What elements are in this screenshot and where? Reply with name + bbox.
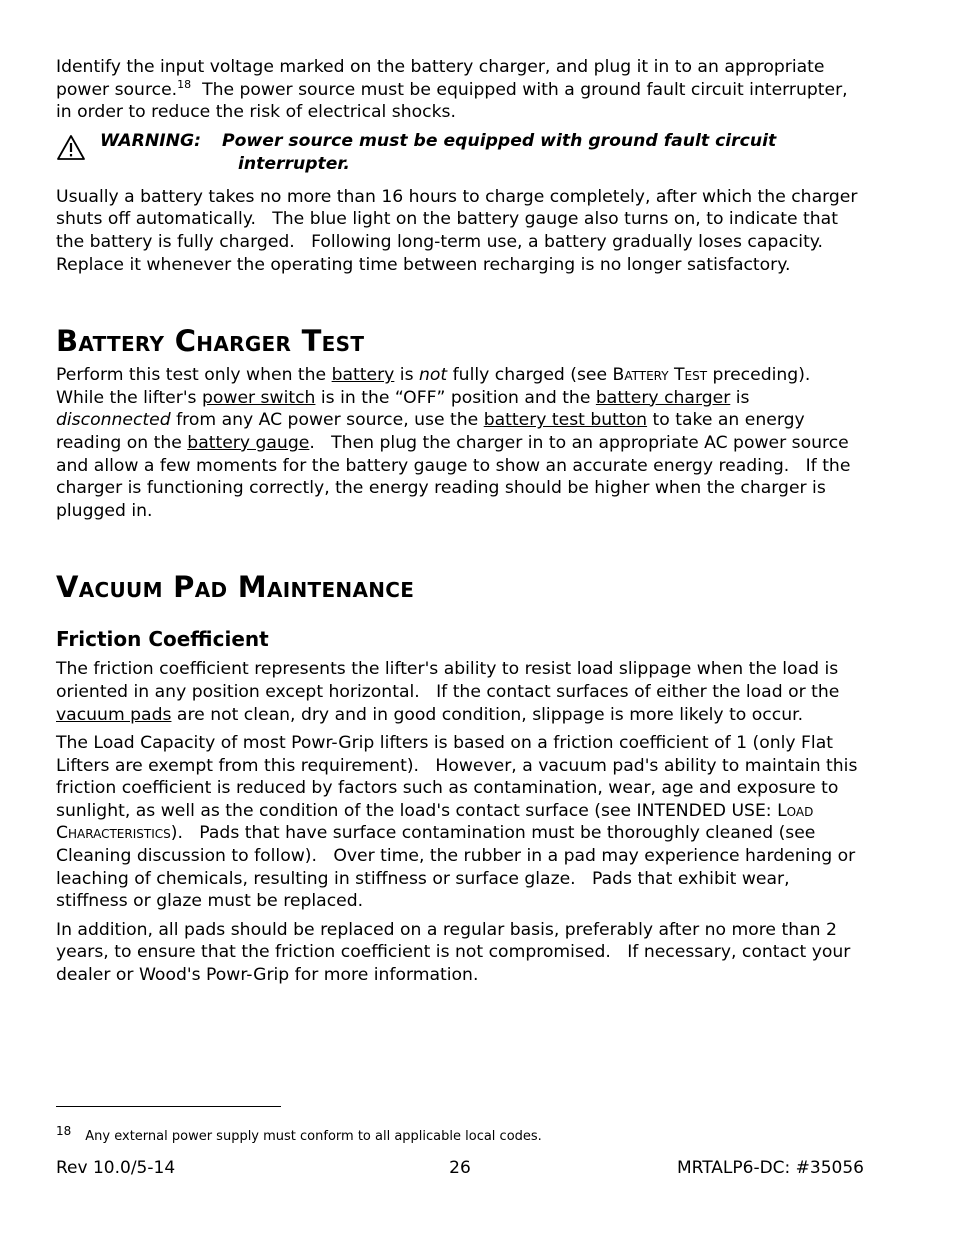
- battery-test-reference: Battery Test: [612, 365, 708, 386]
- warning-label: WARNING:: [100, 130, 202, 151]
- intro-paragraph: [56, 56, 864, 124]
- intro-text-cont: The power source must be equipped with a ground fault circuit interrupter, in order to reduce the risk of electrical shocks.: [56, 79, 854, 123]
- warning-text-line1: Power source must be equipped with ground fault circuit: [222, 130, 777, 151]
- warning-callout: [56, 130, 864, 184]
- warning-text-line2: interrupter.: [238, 153, 350, 174]
- revision-label: Rev 10.0/5-14: [56, 1158, 176, 1178]
- footnote-divider: [56, 1106, 281, 1107]
- charging-paragraph: Usually a battery takes no more than 16 hours to charge completely, after which the charger shuts off automatically. The blue light on the battery gauge also turns on, to indicate that the battery is fully charged. Following long-term use, a battery gradually loses capacity. Replace it whenever the operating time between recharging is no longer satisfactory.: [56, 186, 863, 275]
- footnote-number: 18: [56, 1124, 72, 1138]
- intro-text: Identify the input voltage marked on the battery charger, and plug it in to an appropriate power source.: [56, 57, 825, 100]
- footnote-reference[interactable]: 18: [177, 77, 192, 91]
- friction-paragraph-1: The friction coefficient represents the lifter's ability to resist load slippage when the load is oriented in any position except horizontal. If the contact surfaces of either the load or the vacuum pads are not clean, dry and in good condition, slippage is more likely to occur.: [56, 659, 845, 725]
- vacuum-pad-maintenance-heading: Vacuum Pad Maintenance: [56, 570, 415, 605]
- page-number: 26: [449, 1158, 471, 1178]
- warning-triangle-icon: [56, 134, 86, 161]
- friction-paragraph-3: In addition, all pads should be replaced on a regular basis, preferably after no more than 2 years, to ensure that the friction coefficient is not compromised. If necessary, contact your dealer or Wood's Powr-Grip for more information.: [56, 919, 856, 986]
- power-switch-link[interactable]: power switch: [201, 387, 316, 408]
- footnote-text: Any external power supply must conform to all applicable local codes.: [85, 1129, 542, 1144]
- charger-test-paragraph: Perform this test only when the battery is not fully charged (see Battery Test preceding). While the lifter's power switch is in the “OFF” position and the battery charger is disconnected from any AC power source, use the battery test button to take an energy reading on the battery gauge. Then plug the charger in to an appropriate AC power source and allow a few moments for the battery gauge to show an accurate energy reading. If the charger is functioning correctly, the energy reading should be higher when the charger is plugged in.: [56, 365, 856, 521]
- battery-link[interactable]: battery: [331, 365, 395, 386]
- battery-charger-link[interactable]: battery charger: [595, 387, 731, 408]
- document-id: MRTALP6-DC: #35056: [676, 1158, 864, 1178]
- friction-paragraph-2: The Load Capacity of most Powr-Grip lifters is based on a friction coefficient of 1 (only Flat Lifters are exempt from this requirement). However, a vacuum pad's ability to maintain this friction coefficient is reduced by factors such as contamination, wear, age and exposure to sunlight, as well as the condition of the load's contact surface (see INTENDED USE: Load Characteristics). Pads that have surface contamination must be thoroughly cleaned (see Cleaning discussion to follow). Over time, the rubber in a pad may experience hardening or leaching of chemicals, resulting in stiffness or surface glaze. Pads that exhibit wear, stiffness or glaze must be replaced.: [56, 733, 863, 912]
- battery-gauge-link[interactable]: battery gauge: [187, 432, 310, 453]
- battery-test-button-link[interactable]: battery test button: [483, 410, 648, 431]
- footnote: [56, 1122, 542, 1146]
- vacuum-pads-link[interactable]: vacuum pads: [56, 704, 172, 725]
- page-content: [56, 56, 864, 987]
- page-footer: [56, 1158, 864, 1180]
- friction-coefficient-heading: Friction Coefficient: [56, 627, 269, 652]
- load-characteristics-reference: Load Characteristics: [56, 800, 819, 844]
- battery-charger-test-heading: Battery Charger Test: [56, 324, 365, 359]
